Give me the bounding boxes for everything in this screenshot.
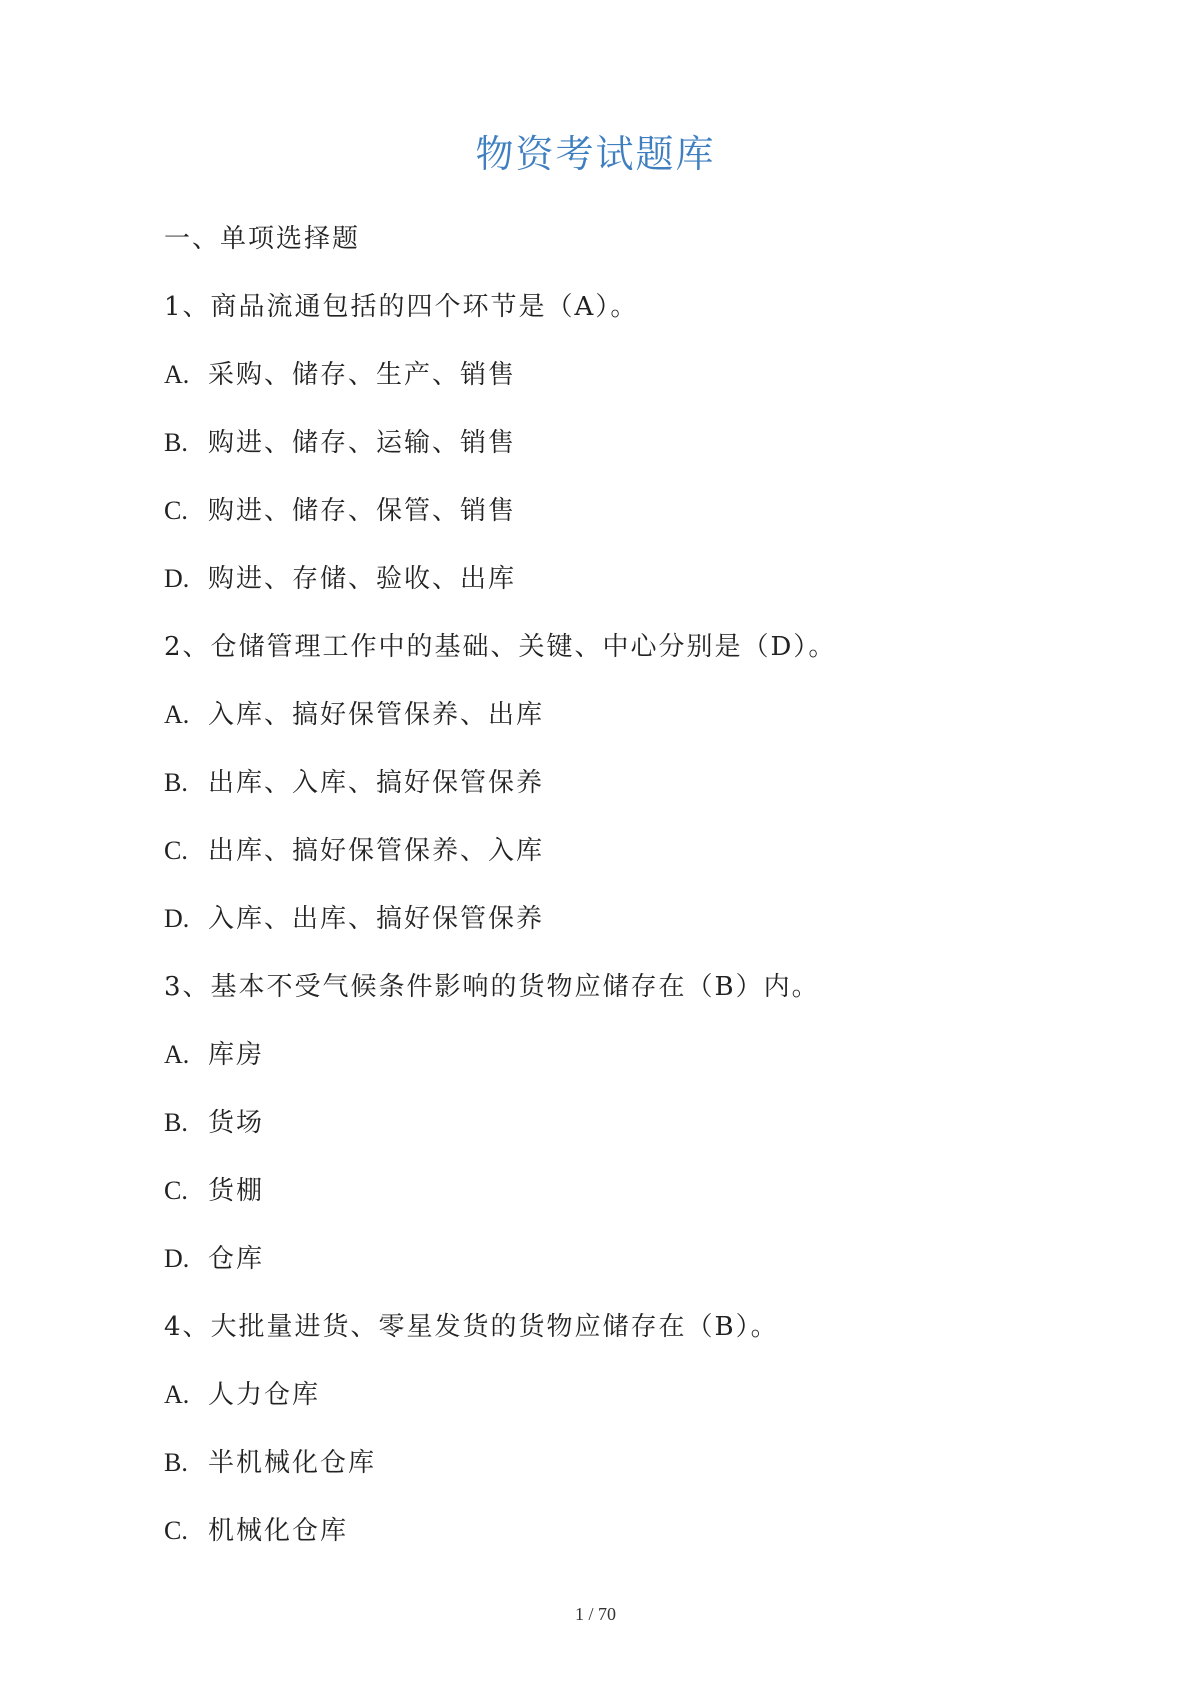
- question-stem: 2、仓储管理工作中的基础、关键、中心分别是（D）。: [164, 632, 837, 662]
- option-text: 机械化仓库: [208, 1516, 349, 1546]
- option-item: [164, 681, 1064, 749]
- question-stem: 3、基本不受气候条件影响的货物应储存在（B）内。: [164, 972, 820, 1002]
- option-letter: A.: [164, 1040, 190, 1069]
- option-text: 入库、搞好保管保养、出库: [208, 700, 545, 730]
- document-body: [164, 205, 1064, 1565]
- option-letter: A.: [164, 1380, 190, 1409]
- option-text: 货棚: [208, 1176, 265, 1206]
- option-text: 购进、储存、运输、销售: [208, 428, 517, 458]
- option-letter: B.: [164, 768, 188, 797]
- option-item: [164, 1157, 1064, 1225]
- option-item: [164, 749, 1064, 817]
- option-item: [164, 1361, 1064, 1429]
- question-stem: 4、大批量进货、零星发货的货物应储存在（B）。: [164, 1312, 779, 1342]
- option-letter: A.: [164, 700, 190, 729]
- option-item: [164, 1021, 1064, 1089]
- option-text: 人力仓库: [208, 1380, 321, 1410]
- option-text: 入库、出库、搞好保管保养: [208, 904, 545, 934]
- option-item: [164, 341, 1064, 409]
- option-text: 库房: [208, 1040, 265, 1070]
- option-item: [164, 1429, 1064, 1497]
- option-text: 出库、入库、搞好保管保养: [208, 768, 545, 798]
- option-letter: B.: [164, 1108, 188, 1137]
- option-item: [164, 409, 1064, 477]
- question-stem: 1、商品流通包括的四个环节是（A）。: [164, 292, 639, 322]
- option-text: 半机械化仓库: [208, 1448, 377, 1478]
- option-letter: C.: [164, 1176, 188, 1205]
- option-letter: C.: [164, 1516, 188, 1545]
- option-letter: A.: [164, 360, 190, 389]
- option-text: 采购、储存、生产、销售: [208, 360, 517, 390]
- option-item: [164, 817, 1064, 885]
- option-item: [164, 545, 1064, 613]
- option-letter: D.: [164, 904, 190, 933]
- section-heading: 一、单项选择题: [164, 224, 361, 254]
- option-letter: D.: [164, 564, 190, 593]
- option-text: 购进、存储、验收、出库: [208, 564, 517, 594]
- option-text: 购进、储存、保管、销售: [208, 496, 517, 526]
- option-text: 出库、搞好保管保养、入库: [208, 836, 545, 866]
- option-item: [164, 477, 1064, 545]
- document-title: 物资考试题库: [475, 132, 716, 176]
- option-letter: B.: [164, 1448, 188, 1477]
- option-letter: B.: [164, 428, 188, 457]
- page-number: 1 / 70: [574, 1604, 616, 1624]
- option-letter: D.: [164, 1244, 190, 1273]
- option-item: [164, 885, 1064, 953]
- option-text: 货场: [208, 1108, 265, 1138]
- option-letter: C.: [164, 836, 188, 865]
- option-text: 仓库: [208, 1244, 265, 1274]
- option-item: [164, 1089, 1064, 1157]
- option-letter: C.: [164, 496, 188, 525]
- option-item: [164, 1497, 1064, 1565]
- option-item: [164, 1225, 1064, 1293]
